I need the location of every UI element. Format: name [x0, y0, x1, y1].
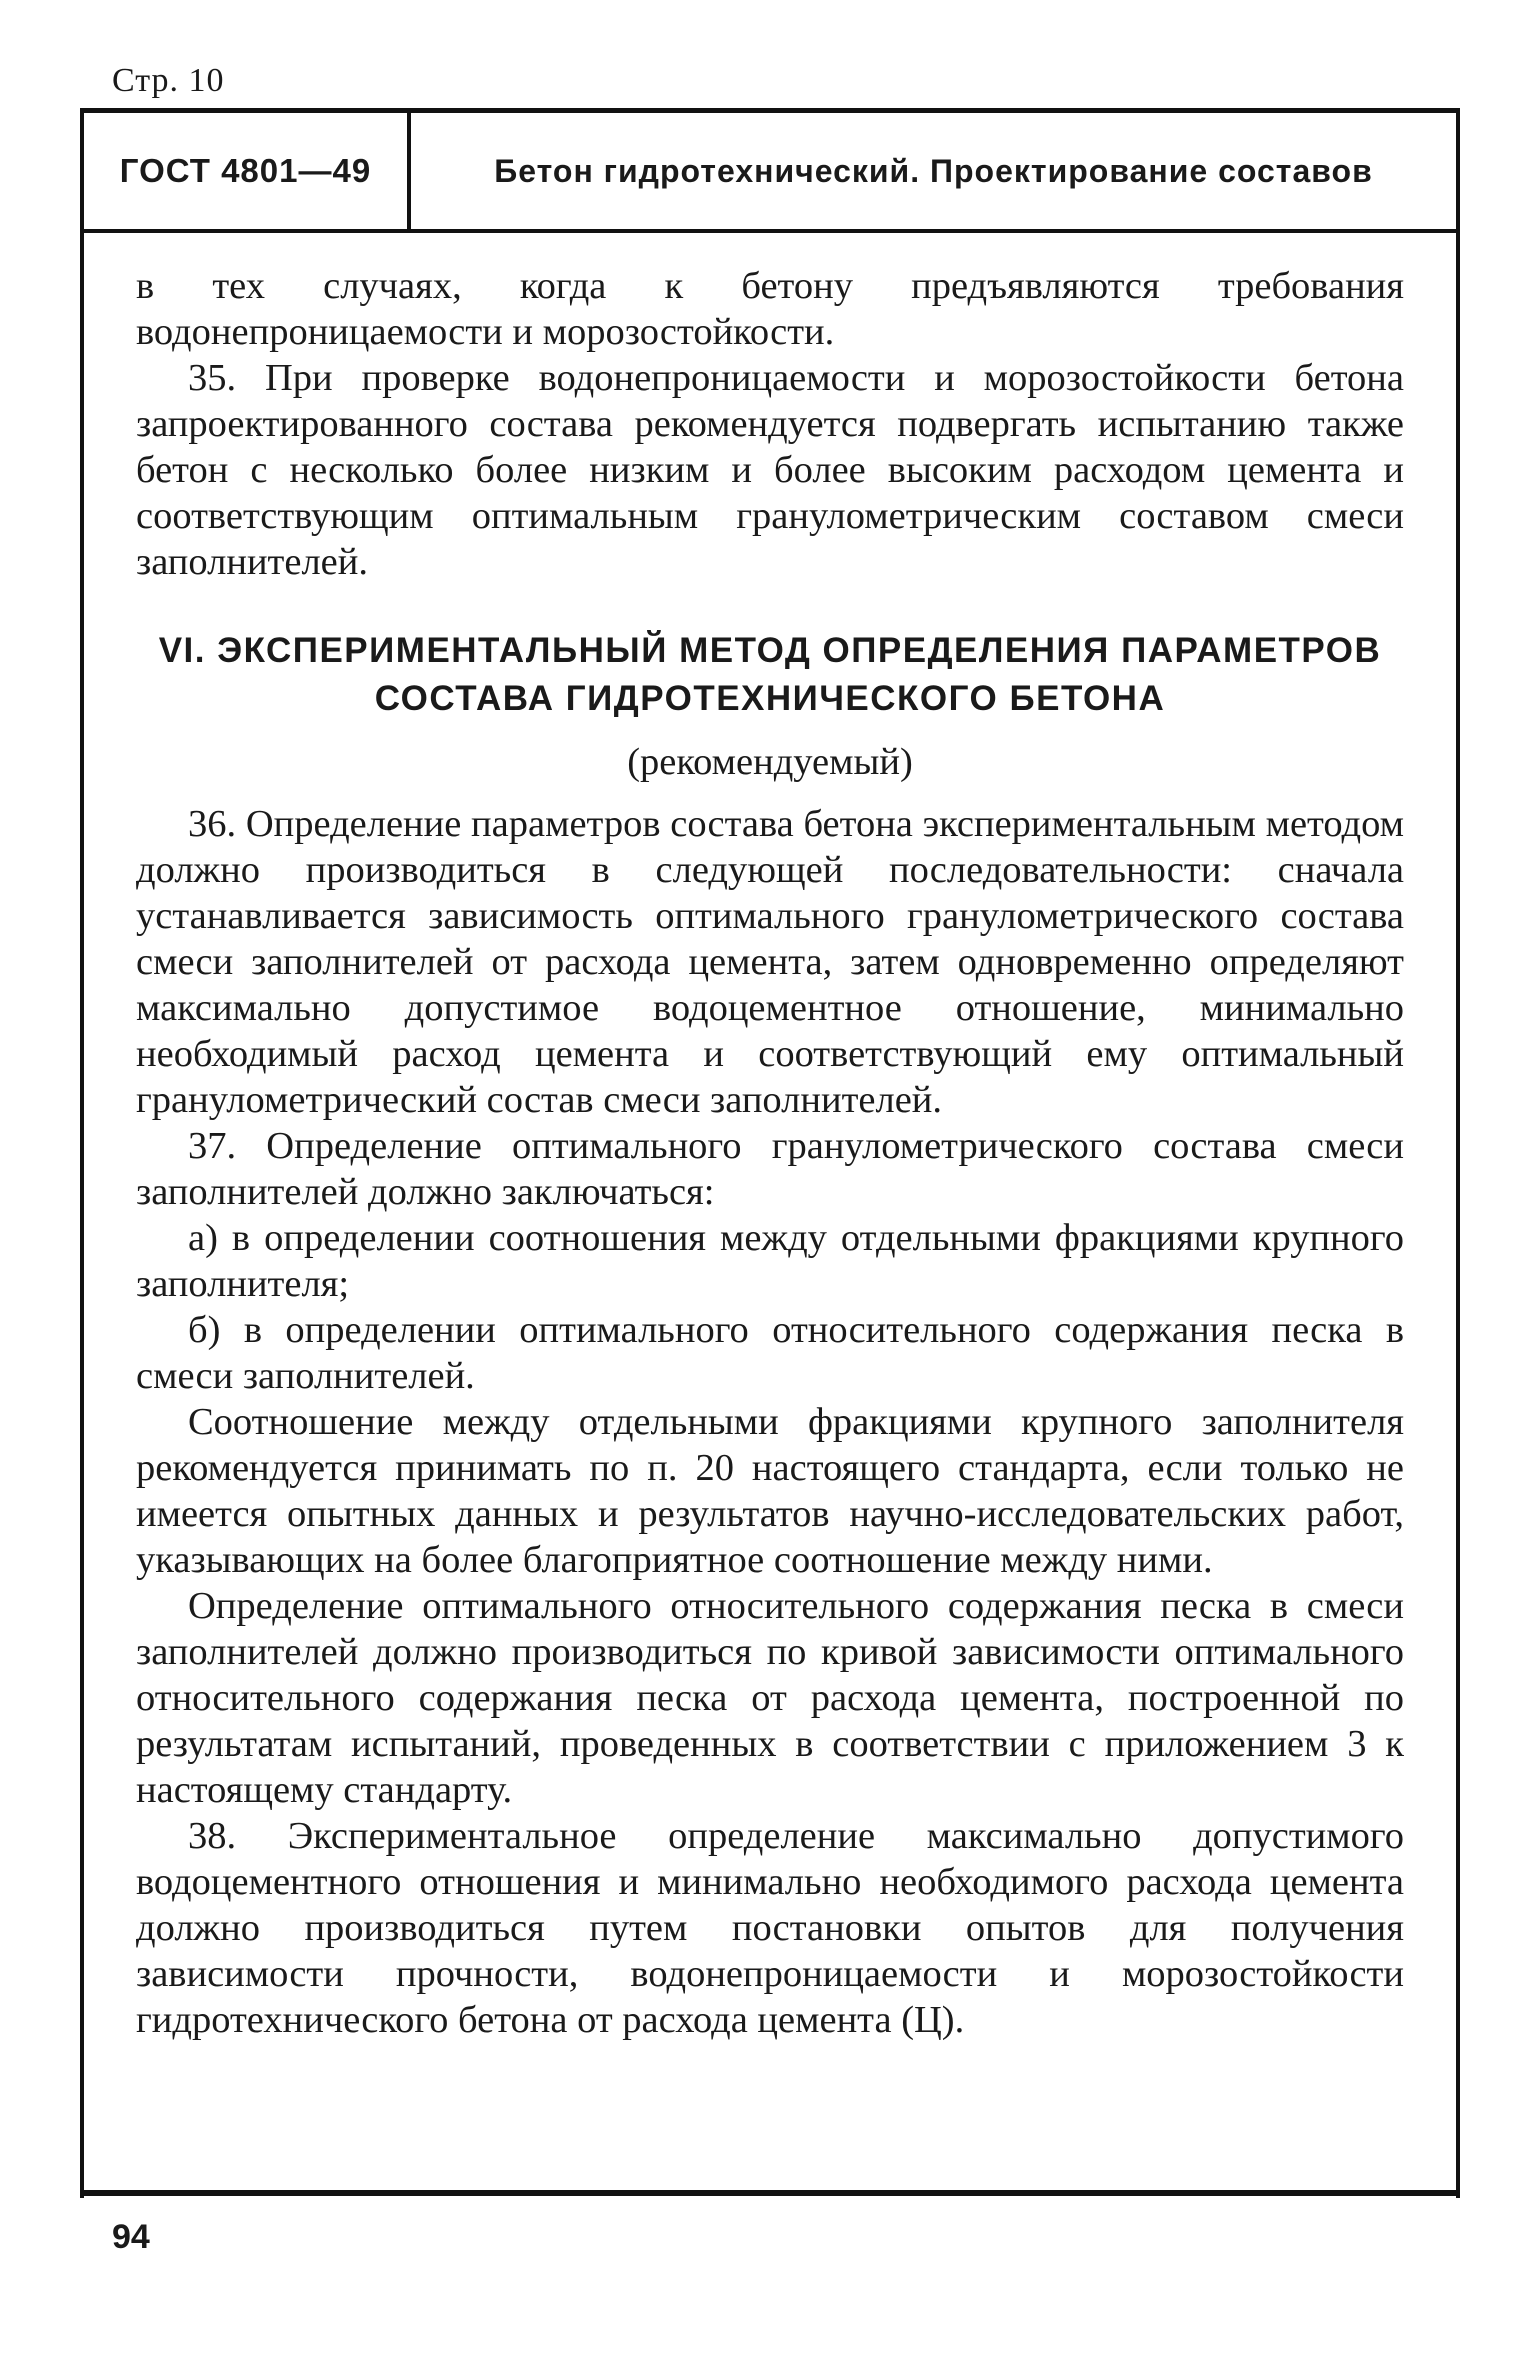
section-title-line-2: СОСТАВА ГИДРОТЕХНИЧЕСКОГО БЕТОНА — [374, 679, 1166, 718]
paragraph-37c: Соотношение между отдельными фракциями крупного заполнителя рекомендуется принимать по п. 20 настоящего стандарта, если только не имеется опытных данных и результатов научно-исследовательских работ, указывающих на более благоприятное соотношение между ними. — [136, 1401, 1404, 1581]
paragraph-intro: в тех случаях, когда к бетону предъявляются требования водонепроницаемости и морозостойкости. — [136, 265, 1404, 353]
bottom-rule — [80, 2190, 1460, 2196]
page-number: 94 — [112, 2218, 150, 2256]
paragraph-38: 38. Экспериментальное определение максимально допустимого водоцементного отношения и минимально необходимого расхода цемента должно производиться путем постановки опытов для получения зависимости прочности, водонепроницаемости и морозостойкости гидротехнического бетона от расхода цемента (Ц). — [136, 1815, 1404, 2041]
section-title-line-1: VI. ЭКСПЕРИМЕНТАЛЬНЫЙ МЕТОД ОПРЕДЕЛЕНИЯ ПАРАМЕТРОВ — [158, 631, 1382, 670]
paragraph-35: 35. При проверке водонепроницаемости и морозостойкости бетона запроектированного состава рекомендуется подвергать испытанию также бетон с несколько более низким и более высоким расходом цемента и соответствующим оптимальным гранулометрическим составом смеси заполнителей. — [136, 357, 1404, 583]
gost-number: ГОСТ 4801—49 — [84, 113, 411, 229]
paragraph-37: 37. Определение оптимального гранулометрического состава смеси заполнителей должно заключаться: — [136, 1125, 1404, 1213]
paragraph-37d: Определение оптимального относительного содержания песка в смеси заполнителей должно производиться по кривой зависимости оптимального относительного содержания песка от расхода цемента, построенной по результатам испытаний, проведенных в соответствии с приложением 3 к настоящему стандарту. — [136, 1585, 1404, 1811]
section-title — [136, 627, 1404, 723]
page-label: Стр. 10 — [112, 62, 225, 99]
paragraph-37a: а) в определении соотношения между отдельными фракциями крупного заполнителя; — [136, 1217, 1404, 1305]
page-frame — [80, 108, 1460, 2198]
paragraph-37b: б) в определении оптимального относительного содержания песка в смеси заполнителей. — [136, 1309, 1404, 1397]
header-title: Бетон гидротехнический. Проектирование составов — [494, 152, 1373, 189]
section-subtitle: (рекомендуемый) — [627, 741, 913, 783]
document-header — [84, 113, 1456, 233]
document-body — [136, 263, 1404, 2043]
paragraph-36: 36. Определение параметров состава бетона экспериментальным методом должно производиться в следующей последовательности: сначала устанавливается зависимость оптимального гранулометрического состава смеси заполнителей от расхода цемента, затем одновременно определяют максимально допустимое водоцементное отношение, минимально необходимый расход цемента и соответствующий ему оптимальный гранулометрический состав смеси заполнителей. — [136, 803, 1404, 1121]
